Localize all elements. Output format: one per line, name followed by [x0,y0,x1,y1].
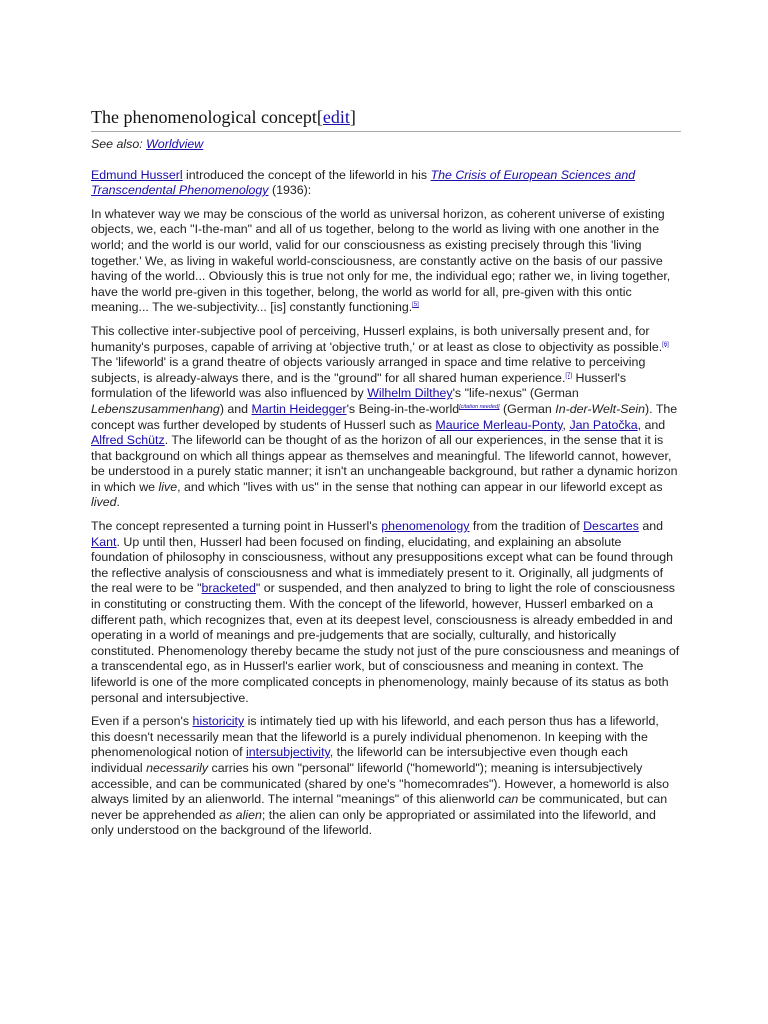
text-run: . The lifeworld can be thought of as the horizon of all our experiences, in the sense that it is that background on which all things appear as themselves and meaningful. The lifeworld cannot, however, be understood in a purely static manner; it isn't an unchangeable background, but rather a dynamic horizon in which we [91,433,678,494]
text-run: introduced the concept of the lifeworld in his [182,167,431,182]
bracketed-link[interactable]: bracketed [201,581,256,596]
see-also-prefix: See also: [91,137,147,151]
text-run: ; the alien can only be appropriated or assimilated into the lifeworld, and only understood on the background of the lifeworld. [91,807,656,838]
text-run: , [562,417,570,432]
reference-6[interactable]: [6] [662,341,669,348]
descartes-link[interactable]: Descartes [583,519,639,534]
text-run: (German [499,401,556,416]
citation-needed-link[interactable]: [citation needed] [459,403,500,410]
text-run: , and which "lives with us" in the sense that nothing can appear in our lifeworld except as [177,479,663,494]
martin-heidegger-link[interactable]: Martin Heidegger [251,401,347,416]
crisis-book-title: The Crisis of European Sciences and Transcendental Phenomenology [91,167,636,198]
kant-link[interactable]: Kant [91,534,117,549]
text-run: and [638,519,664,534]
intersubjectivity-link[interactable]: intersubjectivity [246,745,330,760]
emphasis: lived [91,495,117,510]
paragraph-lifeworld [91,324,681,511]
paragraph-quote [91,207,681,316]
article-section [91,105,681,839]
text-run: , the lifeworld can be intersubjective even though each individual [91,745,629,775]
jan-patocka-link[interactable]: Jan Patočka [569,417,638,432]
paragraph-turning-point [91,519,681,706]
edit-bracket-close: ] [349,107,356,127]
wilhelm-dilthey-link[interactable]: Wilhelm Dilthey [367,386,453,401]
text-run: The 'lifeworld' is a grand theatre of objects variously arranged in space and time relative to perceiving subjects, is already-always there, and is the "ground" for all shared human experience. [91,355,646,385]
merleau-ponty-link[interactable]: Maurice Merleau-Ponty [435,417,563,432]
alfred-schutz-link[interactable]: Alfred Schütz [91,433,165,448]
worldview-link[interactable]: Worldview [146,137,204,151]
reference-7[interactable]: [7] [565,372,573,379]
section-heading-text: The phenomenological concept [91,107,317,127]
paragraph-intro [91,168,681,199]
text-run: . [116,495,120,510]
text-run: ) and [219,401,252,416]
text-run: 's "life-nexus" (German [452,386,579,401]
quote-text: In whatever way we may be conscious of the world as universal horizon, as coherent universe of existing objects, we, each "I-the-man" and all of us together, belong to the world as living with one another in the world; and the world is our world, valid for our consciousness as existing precisely through this 'living together.' We, as living in wakeful world-consciousness, are constantly active on the basis of our passive having of the world... Obviously this is true not only for me, the individual ego; rather we, in living together, have the world pre-given in this together, belong, the world as world for all, pre-given with this ontic meaning... The we-subjectivity... [is] constantly functioning. [91,206,671,315]
text-run: (1936): [268,183,312,198]
section-heading [91,105,681,132]
text-run: Even if a person's [91,714,193,729]
german-term: In-der-Welt-Sein [555,401,646,416]
emphasis: can [498,792,519,807]
german-term: Lebenszusammenhang [91,401,220,416]
edit-link[interactable]: edit [322,107,350,127]
edit-bracket-open: [ [316,107,323,127]
text-run: is intimately tied up with his lifeworld, and each person thus has a lifeworld, this doesn't necessarily mean that the lifeworld is a purely individual phenomenon. In keeping with the phenomenological notion of [91,714,659,760]
see-also-note [91,137,681,153]
text-run: 's Being-in-the-world [346,401,460,416]
historicity-link[interactable]: historicity [192,714,245,729]
text-run: Husserl's formulation of the lifeworld was also influenced by [91,370,627,401]
text-run: . Up until then, Husserl had been focused on finding, elucidating, and explaining an absolute foundation of philosophy in consciousness, without any presuppositions except what can be found through the reflective analysis of consciousness and what is immediately present to it. Originally, all judgments of the real were to be " [91,534,674,596]
text-run: carries his own "personal" lifeworld ("homeworld"); meaning is intersubjectively accessible, and can be communicated (shared by one's "homecomrades"). However, a homeworld is also always limited by an alienworld. The internal "meanings" of this alienworld [91,760,669,807]
text-run: This collective inter-subjective pool of perceiving, Husserl explains, is both universally present and, for humanity's purposes, capable of arriving at 'objective truth,' or at least as close to objectivity as possible. [91,323,663,354]
emphasis: as alien [219,807,262,822]
text-run: The concept represented a turning point in Husserl's [91,519,382,534]
phenomenology-link[interactable]: phenomenology [381,519,470,534]
text-run: , and [637,417,666,432]
text-run: be communicated, but can never be apprehended [91,792,668,822]
emphasis: necessarily [146,760,209,775]
paragraph-intersubjectivity [91,714,681,839]
reference-5[interactable]: [5] [412,302,419,309]
edmund-husserl-link[interactable]: Edmund Husserl [91,167,183,182]
emphasis: live [158,479,178,494]
text-run: from the tradition of [469,519,584,534]
text-run: " or suspended, and then analyzed to bring to light the role of consciousness in constituting or constructing them. With the concept of the lifeworld, however, Husserl embarked on a different path, which recognizes that, even at its deepest level, consciousness is already embedded in and operating in a world of meanings and pre-judgements that are socially, culturally, and historically constituted. Phenomenology thereby became the study not just of the pure consciousness and meanings of a transcendental ego, as in Husserl's earlier work, but of consciousness and meaning in context. The lifeworld is one of the more complicated concepts in phenomenology, mainly because of its status as both personal and intersubjective. [91,581,680,705]
text-run: ). The concept was further developed by students of Husserl such as [91,401,678,432]
